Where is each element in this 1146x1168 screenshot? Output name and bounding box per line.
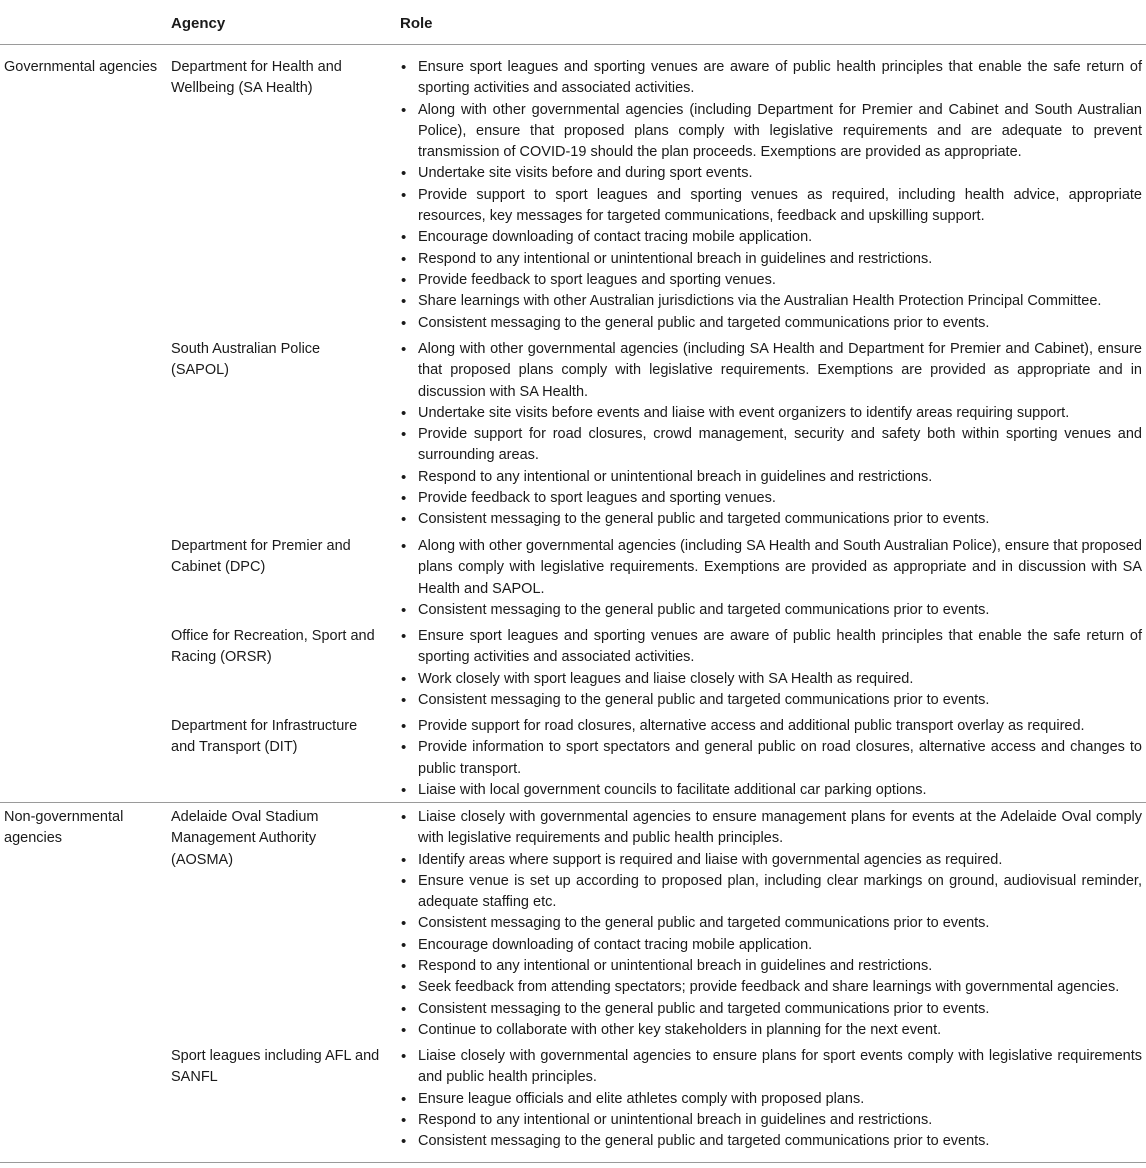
role-item: • Consistent messaging to the general public and targeted communications prior to events.	[400, 999, 1142, 1020]
roles-aosma	[400, 807, 1142, 1041]
role-item: • Respond to any intentional or unintentional breach in guidelines and restrictions.	[400, 467, 1142, 488]
roles-sa-health	[400, 57, 1142, 334]
role-item: • Consistent messaging to the general public and targeted communications prior to events.	[400, 600, 1142, 621]
role-item: • Ensure sport leagues and sporting venues are aware of public health principles that enable the safe return of sporting activities and associated activities.	[400, 57, 1142, 100]
role-item: • Undertake site visits before events and liaise with event organizers to identify areas requiring support.	[400, 403, 1142, 424]
agency-aosma: Adelaide Oval Stadium Management Authority (AOSMA)	[171, 809, 319, 868]
agency-orsr: Office for Recreation, Sport and Racing (ORSR)	[171, 628, 375, 666]
role-item: • Consistent messaging to the general public and targeted communications prior to events.	[400, 1131, 1142, 1152]
role-item: • Respond to any intentional or unintentional breach in guidelines and restrictions.	[400, 956, 1142, 977]
role-item: • Provide feedback to sport leagues and sporting venues.	[400, 488, 1142, 509]
role-item: • Ensure sport leagues and sporting venues are aware of public health principles that enable the safe return of sporting activities and associated activities.	[400, 626, 1142, 669]
role-item: • Liaise with local government councils to facilitate additional car parking options.	[400, 780, 1142, 801]
role-item: • Provide feedback to sport leagues and sporting venues.	[400, 270, 1142, 291]
category-governmental: Governmental agencies	[4, 59, 158, 75]
role-item: • Undertake site visits before and during sport events.	[400, 163, 1142, 184]
role-item: • Continue to collaborate with other key stakeholders in planning for the next event.	[400, 1020, 1142, 1041]
role-item: • Ensure venue is set up according to proposed plan, including clear markings on ground, audiovisual reminder, adequate staffing etc.	[400, 871, 1142, 914]
role-item: • Consistent messaging to the general public and targeted communications prior to events.	[400, 313, 1142, 334]
table-bottom-rule	[0, 1162, 1146, 1163]
agency-dit: Department for Infrastructure and Transport (DIT)	[171, 718, 358, 756]
role-item: • Along with other governmental agencies (including Department for Premier and Cabinet and South Australian Police), ensure that proposed plans comply with legislative requirements and are adequate to prevent transmission of COVID-19 should the plan proceeds. Exemptions are provided as appropriate.	[400, 100, 1142, 164]
role-item: • Encourage downloading of contact tracing mobile application.	[400, 227, 1142, 248]
role-item: • Provide support for road closures, alternative access and additional public transport overlay as required.	[400, 716, 1142, 737]
roles-orsr	[400, 626, 1142, 711]
role-item: • Consistent messaging to the general public and targeted communications prior to events.	[400, 690, 1142, 711]
agency-sport-leagues: Sport leagues including AFL and SANFL	[171, 1048, 380, 1086]
header-agency: Agency	[171, 15, 226, 32]
role-item: • Respond to any intentional or unintentional breach in guidelines and restrictions.	[400, 249, 1142, 270]
role-item: • Identify areas where support is required and liaise with governmental agencies as required.	[400, 850, 1142, 871]
role-item: • Encourage downloading of contact tracing mobile application.	[400, 935, 1142, 956]
role-item: • Provide information to sport spectators and general public on road closures, alternative access and changes to public transport.	[400, 737, 1142, 780]
role-item: • Seek feedback from attending spectators; provide feedback and share learnings with governmental agencies.	[400, 977, 1142, 998]
role-item: • Along with other governmental agencies (including SA Health and South Australian Police), ensure that proposed plans comply with legislative requirements. Exemptions are provided as appropriate and in discussion with SA Health and SAPOL.	[400, 536, 1142, 600]
role-item: • Along with other governmental agencies (including SA Health and Department for Premier and Cabinet), ensure that proposed plans comply with legislative requirements. Exemptions are provided as appropriate and in discussion with SA Health.	[400, 339, 1142, 403]
role-item: • Consistent messaging to the general public and targeted communications prior to events.	[400, 913, 1142, 934]
role-item: • Liaise closely with governmental agencies to ensure plans for sport events comply with legislative requirements and public health principles.	[400, 1046, 1142, 1089]
role-item: • Consistent messaging to the general public and targeted communications prior to events.	[400, 509, 1142, 530]
role-item: • Work closely with sport leagues and liaise closely with SA Health as required.	[400, 669, 1142, 690]
role-item: • Share learnings with other Australian jurisdictions via the Australian Health Protection Principal Committee.	[400, 291, 1142, 312]
header-role: Role	[400, 15, 433, 32]
category-non-governmental: Non-governmental agencies	[4, 809, 124, 847]
role-item: • Provide support for road closures, crowd management, security and safety both within sporting venues and surrounding areas.	[400, 424, 1142, 467]
group-divider	[0, 802, 1146, 803]
role-item: • Provide support to sport leagues and sporting venues as required, including health advice, appropriate resources, key messages for targeted communications, feedback and upskilling support.	[400, 185, 1142, 228]
header-divider	[0, 44, 1146, 45]
role-item: • Ensure league officials and elite athletes comply with proposed plans.	[400, 1089, 1142, 1110]
agency-sapol: South Australian Police (SAPOL)	[171, 341, 321, 379]
roles-dpc	[400, 536, 1142, 621]
roles-sport-leagues	[400, 1046, 1142, 1152]
roles-sapol	[400, 339, 1142, 531]
role-item: • Respond to any intentional or unintentional breach in guidelines and restrictions.	[400, 1110, 1142, 1131]
roles-dit	[400, 716, 1142, 801]
agency-sa-health: Department for Health and Wellbeing (SA Health)	[171, 59, 342, 97]
agency-dpc: Department for Premier and Cabinet (DPC)	[171, 538, 351, 576]
role-item: • Liaise closely with governmental agencies to ensure management plans for events at the Adelaide Oval comply with legislative requirements and public health principles.	[400, 807, 1142, 850]
